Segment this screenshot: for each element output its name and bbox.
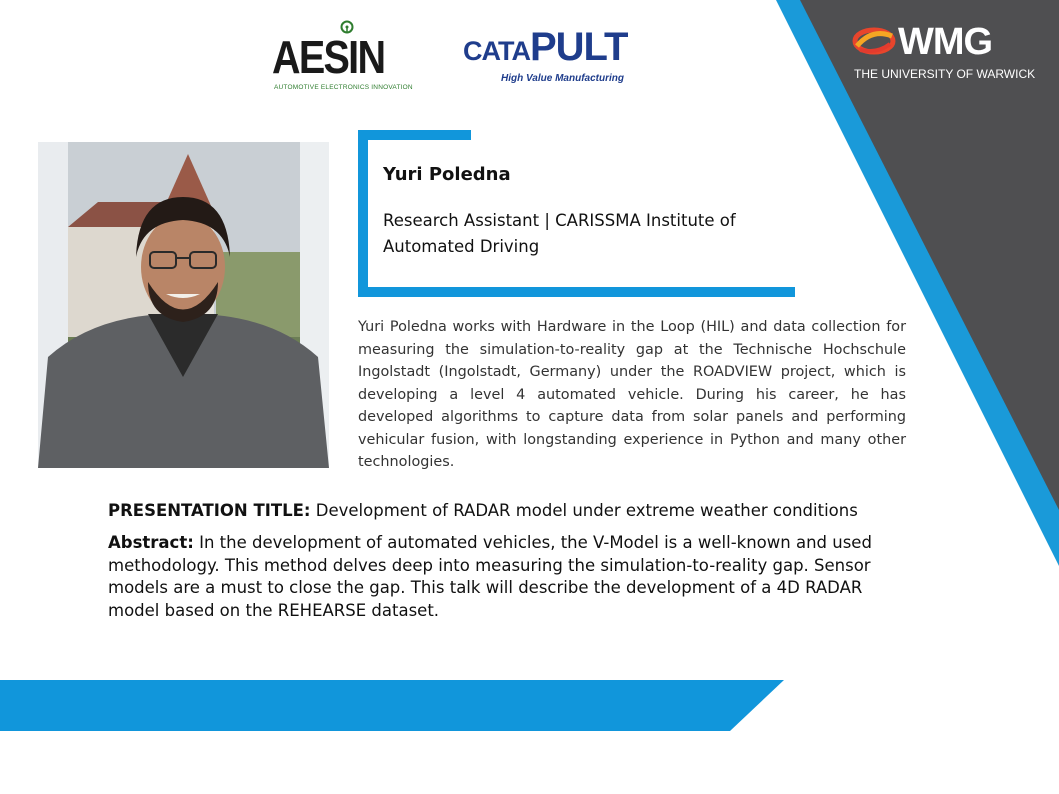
- name-box-bottom-border: [358, 287, 795, 297]
- wmg-wordmark: WMG: [898, 21, 993, 63]
- catapult-prefix: CATA: [463, 36, 530, 66]
- aesin-tagline: AUTOMOTIVE ELECTRONICS INNOVATION: [274, 84, 413, 91]
- catapult-logo: [463, 27, 643, 89]
- catapult-suffix: PULT: [529, 25, 628, 69]
- presentation-title-label: PRESENTATION TITLE:: [108, 501, 311, 520]
- bottom-accent-bar: [0, 680, 784, 731]
- abstract-label: Abstract:: [108, 533, 194, 552]
- speaker-bio: Yuri Poledna works with Hardware in the Loop (HIL) and data collection for measuring the simulation-to-reality gap at the Technische Hochschule Ingolstadt (Ingolstadt, Germany) under the ROADVIEW project, which is developing a level 4 automated vehicle. During his career, he has developed algorithms to capture data from solar panels and performing vehicular fusion, with longstanding experience in Python and many other technologies.: [358, 319, 906, 470]
- aesin-wordmark: AESIN: [272, 31, 385, 83]
- speaker-photo: [38, 142, 329, 468]
- presentation-title: [108, 500, 908, 522]
- aesin-logo: [270, 20, 413, 94]
- wmg-swirl-icon: [852, 26, 896, 56]
- speaker-role: Research Assistant | CARISSMA Institute of Automated Driving: [383, 211, 736, 256]
- name-box-left-border: [358, 130, 368, 297]
- speaker-name: Yuri Poledna: [383, 164, 511, 185]
- abstract: [108, 532, 908, 622]
- catapult-wordmark: [463, 27, 627, 67]
- wmg-logo: [852, 22, 1052, 82]
- catapult-tagline: High Value Manufacturing: [501, 73, 624, 84]
- name-box-top-border: [358, 130, 471, 140]
- wmg-tagline: THE UNIVERSITY OF WARWICK: [854, 67, 1036, 81]
- abstract-text: In the development of automated vehicles, the V-Model is a well-known and used methodology. This method delves deep into measuring the simulation-to-reality gap. Sensor models are a must to close the gap. This talk will describe the development of a 4D RADAR model based on the REHEARSE dataset.: [108, 533, 872, 620]
- presentation-title-text: Development of RADAR model under extreme weather conditions: [315, 501, 858, 520]
